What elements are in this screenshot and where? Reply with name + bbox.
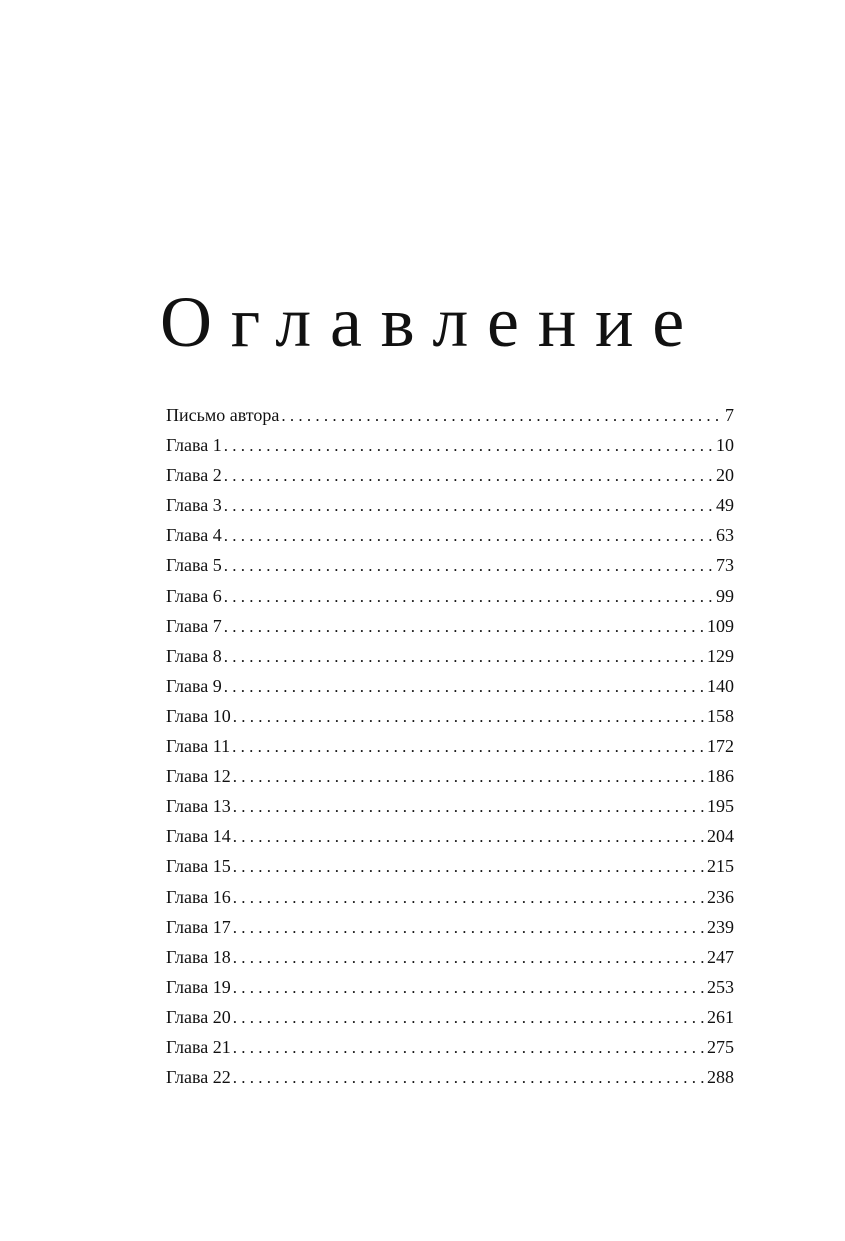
toc-entry[interactable]	[166, 1032, 734, 1062]
toc-dot-leader	[224, 521, 713, 550]
toc-page-number: 63	[716, 525, 734, 546]
toc-dot-leader	[281, 401, 722, 430]
toc-dot-leader	[233, 792, 704, 821]
toc-page-number: 275	[707, 1036, 734, 1057]
toc-page-number: 172	[707, 736, 734, 757]
toc-dot-leader	[224, 551, 713, 580]
toc-dot-leader	[224, 582, 713, 611]
toc-entry-label: Письмо автора	[166, 405, 280, 425]
toc-page-number: 236	[707, 886, 734, 907]
toc-dot-leader	[233, 702, 704, 731]
toc-entry[interactable]	[166, 882, 734, 912]
toc-dot-leader	[233, 973, 704, 1002]
toc-page-number: 109	[707, 615, 734, 636]
toc-entry-label: Глава 21	[166, 1036, 231, 1057]
toc-entry-label: Глава 1	[166, 435, 222, 456]
toc-page-number: 247	[707, 946, 734, 967]
toc-page-number: 99	[716, 585, 734, 606]
toc-page-number: 7	[725, 405, 734, 425]
toc-entry-label: Глава 18	[166, 946, 231, 967]
toc-dot-leader	[233, 1033, 704, 1062]
toc-page-number: 253	[707, 976, 734, 997]
toc-entry-label: Глава 10	[166, 705, 231, 726]
toc-dot-leader	[233, 883, 704, 912]
toc-entry[interactable]	[166, 641, 734, 671]
toc-dot-leader	[224, 612, 704, 641]
toc-dot-leader	[224, 642, 704, 671]
toc-entry-label: Глава 20	[166, 1006, 231, 1027]
toc-entry[interactable]	[166, 791, 734, 821]
toc-entry-label: Глава 5	[166, 555, 222, 576]
toc-page-number: 73	[716, 555, 734, 576]
toc-page-number: 204	[707, 826, 734, 847]
toc-entry[interactable]	[166, 400, 734, 430]
toc-entry-label: Глава 9	[166, 675, 222, 696]
toc-entry-label: Глава 12	[166, 766, 231, 787]
toc-entry[interactable]	[166, 701, 734, 731]
toc-entry-label: Глава 19	[166, 976, 231, 997]
toc-dot-leader	[233, 943, 704, 972]
toc-page-number: 215	[707, 856, 734, 877]
toc-page-number: 20	[716, 465, 734, 486]
toc-entry-label: Глава 4	[166, 525, 222, 546]
toc-entry[interactable]	[166, 430, 734, 460]
toc-entry[interactable]	[166, 581, 734, 611]
toc-page-number: 239	[707, 916, 734, 937]
table-of-contents	[166, 400, 734, 1092]
toc-entry-label: Глава 8	[166, 645, 222, 666]
toc-page-number: 288	[707, 1067, 734, 1088]
toc-dot-leader	[233, 762, 704, 791]
toc-entry[interactable]	[166, 731, 734, 761]
toc-entry-label: Глава 3	[166, 495, 222, 516]
toc-entry-label: Глава 22	[166, 1067, 231, 1088]
toc-page-number: 195	[707, 796, 734, 817]
toc-page-number: 186	[707, 766, 734, 787]
toc-page-number: 49	[716, 495, 734, 516]
toc-entry[interactable]	[166, 550, 734, 580]
toc-entry-label: Глава 13	[166, 796, 231, 817]
toc-entry[interactable]	[166, 460, 734, 490]
toc-entry[interactable]	[166, 761, 734, 791]
toc-entry[interactable]	[166, 611, 734, 641]
toc-dot-leader	[224, 431, 713, 460]
toc-entry-label: Глава 16	[166, 886, 231, 907]
page-title: Оглавление	[160, 282, 703, 362]
toc-entry-label: Глава 7	[166, 615, 222, 636]
toc-dot-leader	[224, 461, 713, 490]
toc-dot-leader	[233, 852, 704, 881]
toc-page-number: 10	[716, 435, 734, 456]
toc-dot-leader	[232, 732, 704, 761]
toc-dot-leader	[224, 672, 704, 701]
toc-entry[interactable]	[166, 671, 734, 701]
toc-entry-label: Глава 11	[166, 736, 231, 757]
toc-entry[interactable]	[166, 912, 734, 942]
toc-dot-leader	[233, 1063, 704, 1092]
toc-entry-label: Глава 14	[166, 826, 231, 847]
toc-dot-leader	[224, 491, 713, 520]
toc-page-number: 140	[707, 675, 734, 696]
toc-entry-label: Глава 6	[166, 585, 222, 606]
toc-dot-leader	[233, 822, 704, 851]
toc-page-number: 261	[707, 1006, 734, 1027]
toc-entry[interactable]	[166, 1002, 734, 1032]
toc-entry[interactable]	[166, 821, 734, 851]
toc-page-number: 158	[707, 705, 734, 726]
toc-entry[interactable]	[166, 520, 734, 550]
toc-page-number: 129	[707, 645, 734, 666]
toc-dot-leader	[233, 1003, 704, 1032]
toc-entry[interactable]	[166, 490, 734, 520]
toc-entry-label: Глава 15	[166, 856, 231, 877]
toc-entry[interactable]	[166, 942, 734, 972]
toc-entry[interactable]	[166, 1062, 734, 1092]
toc-entry-label: Глава 2	[166, 465, 222, 486]
toc-entry[interactable]	[166, 972, 734, 1002]
toc-dot-leader	[233, 913, 704, 942]
toc-entry-label: Глава 17	[166, 916, 231, 937]
toc-entry[interactable]	[166, 851, 734, 881]
